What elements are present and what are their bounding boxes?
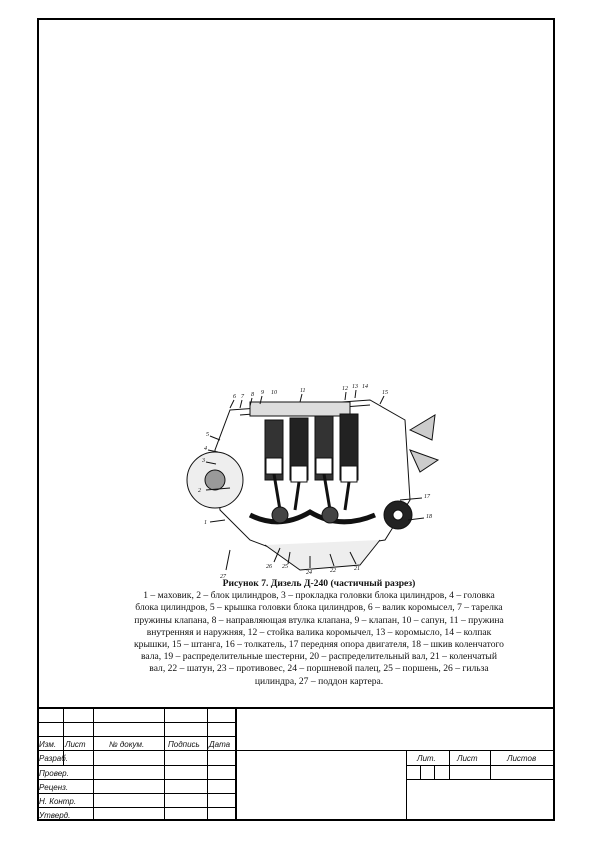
callout-label: 14 — [362, 384, 368, 390]
callout-label: 27 — [220, 574, 226, 580]
header-list: Лист — [65, 740, 86, 749]
callout-label: 1 — [204, 520, 207, 526]
title-block — [37, 707, 555, 821]
header-izm: Изм. — [39, 740, 57, 749]
header-date: Дата — [209, 740, 231, 749]
row-checked: Провер. — [39, 769, 69, 778]
callout-label: 5 — [206, 432, 209, 438]
callout-label: 2 — [198, 488, 201, 494]
row-approved: Утверд. — [39, 811, 71, 820]
callout-label: 17 — [424, 494, 430, 500]
callout-label: 8 — [251, 392, 254, 398]
callout-label: 9 — [261, 390, 264, 396]
callout-label: 13 — [352, 384, 358, 390]
row-reviewed: Реценз. — [39, 783, 69, 792]
callout-label: 22 — [330, 568, 336, 574]
row-norm-control: Н. Контр. — [39, 797, 77, 806]
callout-label: 4 — [204, 446, 207, 452]
figure-caption — [133, 578, 505, 688]
figure-legend: 1 – маховик, 2 – блок цилиндров, 3 – прокладка головки блока цилиндров, 4 – головка блока цилиндров, 5 – крышка головки блока цилиндров, 6 – валик коромысел, 7 – тарелка пружины клапана, 8 – направляющая втулка клапана, 9 – клапан, 10 – сапун, 11 – пружина внутренняя и наружняя, 12 – стойка валика коромычел, 13 – коромысло, 14 – колпак крышки, 15 – штанга, 16 – толкатель, 17 передняя опора двигателя, 18 – шкив коленчатого вала, 19 – распределительные шестерни, 20 – распределительный вал, 21 – коленчатый вал, 22 – шатун, 23 – противовес, 24 – поршневой палец, 25 – поршень, 26 – гильза цилиндра, 27 – поддон картера. — [134, 590, 504, 687]
figure-title: Рисунок 7. Дизель Д-240 (частичный разрез) — [222, 578, 416, 589]
callout-label: 24 — [306, 570, 312, 576]
callout-label: 10 — [271, 390, 277, 396]
callout-label: 26 — [266, 564, 272, 570]
header-doc-number: № докум. — [109, 740, 145, 749]
callout-label: 18 — [426, 514, 432, 520]
callout-label: 12 — [342, 386, 348, 392]
callout-label: 3 — [202, 458, 205, 464]
header-letter: Лит. — [417, 754, 436, 763]
callout-label: 7 — [241, 394, 244, 400]
callout-label: 11 — [300, 388, 306, 394]
header-sheets-total: Листов — [507, 754, 537, 763]
header-signature: Подпись — [168, 740, 200, 749]
callout-label: 21 — [354, 566, 360, 572]
callout-label: 6 — [233, 394, 236, 400]
callout-label: 25 — [282, 564, 288, 570]
row-developed: Разраб. — [39, 754, 68, 763]
header-sheet: Лист — [457, 754, 478, 763]
callout-label: 15 — [382, 390, 388, 396]
engine-cutaway-illustration — [170, 380, 450, 580]
